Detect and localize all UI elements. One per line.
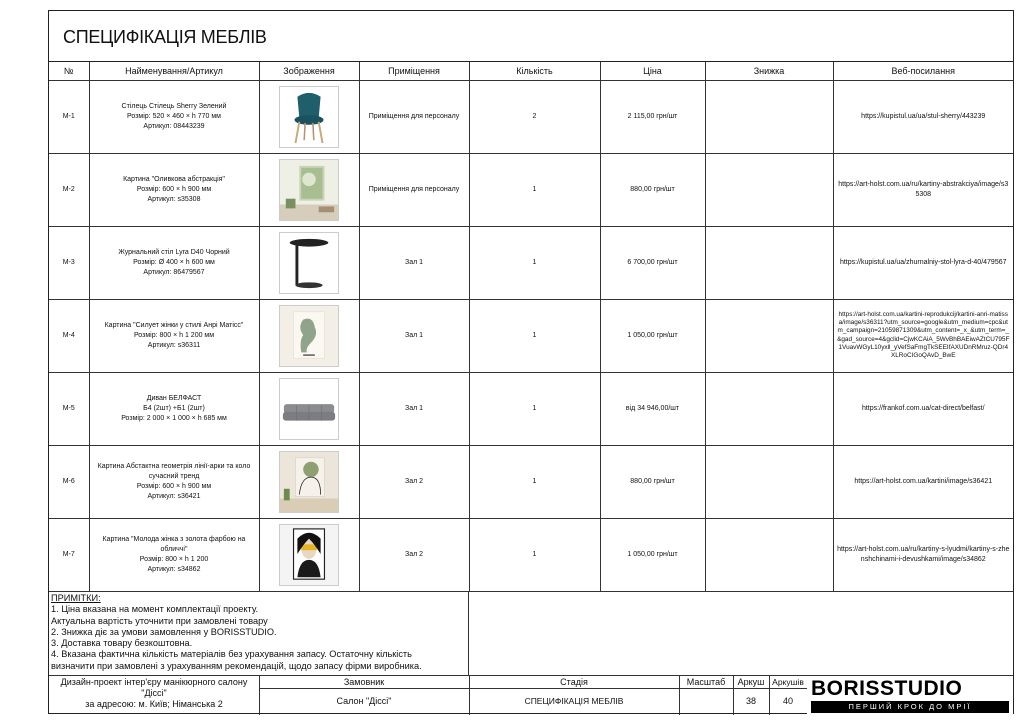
row-quantity: 1	[469, 372, 600, 445]
row-image-cell	[259, 518, 359, 591]
table-row	[49, 153, 1013, 226]
sheets-label: Аркушів	[772, 677, 804, 687]
col-room: Приміщення	[359, 62, 469, 80]
row-article: Артикул: 08443239	[143, 122, 205, 130]
sheets-value: 40	[782, 696, 793, 706]
row-name-cell	[89, 445, 259, 518]
row-discount	[705, 226, 833, 299]
coffee-table-image	[279, 232, 339, 294]
sofa-image	[279, 378, 339, 440]
notes-heading: ПРИМІТКИ:	[51, 593, 101, 603]
logo-name: BORISSTUDIO	[811, 677, 963, 700]
table-row	[49, 445, 1013, 518]
row-name: Картина "Оливкова абстракція"	[123, 175, 225, 183]
row-quantity: 1	[469, 299, 600, 372]
row-discount	[705, 518, 833, 591]
notes-block	[49, 591, 469, 675]
row-name-cell	[89, 372, 259, 445]
row-price: 880,00 грн/шт	[600, 445, 705, 518]
project-description	[49, 677, 259, 710]
woman-gold-painting-image	[279, 524, 339, 586]
row-article: Розмір: 2 000 × 1 000 × h 685 мм	[121, 414, 227, 422]
title-stamp	[49, 675, 1013, 714]
stage-label: Стадія	[560, 677, 588, 687]
row-quantity: 2	[469, 80, 600, 153]
col-name: Найменування/Артикул	[89, 62, 259, 80]
row-size: Розмір: 600 × h 900 мм	[136, 482, 212, 490]
row-discount	[705, 299, 833, 372]
customer-label: Замовник	[343, 677, 385, 687]
row-quantity: 1	[469, 226, 600, 299]
row-name: Стілець Стілець Sherry Зелений	[121, 102, 227, 110]
row-number: М-7	[49, 518, 89, 591]
row-number: М-5	[49, 372, 89, 445]
row-number: М-2	[49, 153, 89, 226]
row-size: Розмір: 800 × h 1 200	[139, 555, 209, 563]
row-link[interactable]: https://kupistul.ua/ua/stul-sherry/443239	[833, 80, 1013, 153]
geometric-painting-image	[279, 451, 339, 513]
note-line: 4. Вказана фактична кількість матеріалів без урахування запасу. Остаточну кількість	[51, 649, 412, 660]
row-article: Артикул: s36311	[147, 341, 201, 349]
col-price: Ціна	[600, 62, 705, 80]
row-image-cell	[259, 226, 359, 299]
row-price: 880,00 грн/шт	[600, 153, 705, 226]
col-image: Зображення	[259, 62, 359, 80]
row-quantity: 1	[469, 153, 600, 226]
page-title: СПЕЦИФІКАЦІЯ МЕБЛІВ	[63, 27, 267, 47]
col-number: №	[49, 62, 89, 80]
olive-abstract-painting-image	[279, 159, 339, 221]
row-price: 2 115,00 грн/шт	[600, 80, 705, 153]
specification-sheet	[48, 10, 1014, 714]
note-line: визначити при замовлені з урахуванням рекомендацій, щодо запасу фірми виробника.	[51, 660, 422, 671]
project-line-1: Дизайн-проект інтер'єру манікюрного салону	[60, 677, 248, 687]
row-link[interactable]: https://art-holst.com.ua/ru/kartiny-s-lyudmi/kartiny-s-zhenshchinami-i-devushkami/image/s34862	[833, 518, 1013, 591]
table-row	[49, 518, 1013, 591]
chair-image	[279, 86, 339, 148]
row-name-cell	[89, 518, 259, 591]
row-article: Артикул: 86479567	[143, 268, 205, 276]
stage-value: СПЕЦИФІКАЦІЯ МЕБЛІВ	[524, 696, 624, 706]
row-name: Диван БЕЛФАСТ	[146, 394, 202, 402]
row-room: Зал 2	[359, 518, 469, 591]
row-link[interactable]: https://art-holst.com.ua/kartini-reprodukcij/kartini-anri-matissa/image/s36311?utm_source=google&utm_medium=cpc&utm_campaign=21059871309&utm_content=_x_&utm_term=_&gad_source=4&gclid=CjwKCAiA_5WvBhBAEiwAZtCU795F1VuavWGyL10yxll_yVefSaFmgTkSEEIfAXUDnRMruz-QDr4XLRoCIGoQAvD_BwE	[833, 299, 1013, 372]
specification-table	[49, 62, 1013, 592]
row-quantity: 1	[469, 445, 600, 518]
row-image-cell	[259, 372, 359, 445]
row-size: Б4 (2шт) +Б1 (2шт)	[143, 404, 205, 412]
row-discount	[705, 372, 833, 445]
row-article: Артикул: s36421	[147, 492, 201, 500]
note-line: Актуальна вартість уточнити при замовлені товару	[51, 615, 268, 626]
row-quantity: 1	[469, 518, 600, 591]
row-room: Зал 1	[359, 226, 469, 299]
note-line: 3. Доставка товару безкоштовна.	[51, 638, 193, 649]
row-name: Картина "Молода жінка з золота фарбою на обличчі"	[102, 535, 246, 553]
scale-label: Масштаб	[686, 677, 726, 687]
sheet-label: Аркуш	[737, 677, 765, 687]
table-row	[49, 226, 1013, 299]
row-discount	[705, 80, 833, 153]
row-room: Приміщення для персоналу	[359, 153, 469, 226]
table-row	[49, 372, 1013, 445]
col-link: Веб-посилання	[833, 62, 1013, 80]
row-image-cell	[259, 80, 359, 153]
row-price: 6 700,00 грн/шт	[600, 226, 705, 299]
note-line: 1. Ціна вказана на момент комплектації проекту.	[51, 604, 259, 615]
row-name: Картина Абстактна геометрія лінії-арки та коло сучасний тренд	[97, 462, 251, 480]
row-size: Розмір: 800 × h 1 200 мм	[133, 331, 215, 339]
row-number: М-1	[49, 80, 89, 153]
row-name-cell	[89, 299, 259, 372]
row-room: Приміщення для персоналу	[359, 80, 469, 153]
note-line: 2. Знижка діє за умови замовлення у BORISSTUDIO.	[51, 626, 277, 637]
sheet-value: 38	[745, 696, 756, 706]
customer-value: Салон "Діссі"	[336, 696, 392, 706]
row-article: Артикул: s34862	[147, 565, 201, 573]
table-row	[49, 80, 1013, 153]
matisse-painting-image	[279, 305, 339, 367]
borisstudio-logo	[807, 676, 1013, 715]
row-image-cell	[259, 445, 359, 518]
row-number: М-4	[49, 299, 89, 372]
row-name-cell	[89, 226, 259, 299]
row-link[interactable]: https://kupistul.ua/ua/zhurnalniy-stol-lyra-d-40/479567	[833, 226, 1013, 299]
col-discount: Знижка	[705, 62, 833, 80]
row-size: Розмір: Ø 400 × h 600 мм	[133, 258, 215, 266]
row-discount	[705, 445, 833, 518]
table-header-row	[49, 62, 1013, 80]
project-line-3: за адресою: м. Київ; Німанська 2	[85, 699, 223, 709]
project-line-2: "Діссі"	[141, 688, 167, 698]
row-link[interactable]: https://frankof.com.ua/cat-direct/belfast/	[833, 372, 1013, 445]
row-price: 1 050,00 грн/шт	[600, 299, 705, 372]
row-discount	[705, 153, 833, 226]
row-name-cell	[89, 153, 259, 226]
col-quantity: Кількість	[469, 62, 600, 80]
row-price: 1 050,00 грн/шт	[600, 518, 705, 591]
title-block	[49, 11, 1013, 62]
row-link[interactable]: https://art-holst.com.ua/ru/kartiny-abstrakciya/image/s35308	[833, 153, 1013, 226]
row-room: Зал 1	[359, 299, 469, 372]
row-number: М-3	[49, 226, 89, 299]
row-size: Розмір: 520 × 460 × h 770 мм	[127, 112, 221, 120]
row-image-cell	[259, 153, 359, 226]
logo-tagline: ПЕРШИЙ КРОК ДО МРІЇ	[811, 701, 1009, 713]
row-room: Зал 1	[359, 372, 469, 445]
row-number: М-6	[49, 445, 89, 518]
row-link[interactable]: https://art-holst.com.ua/kartini/image/s36421	[833, 445, 1013, 518]
row-name: Картина "Силует жінки у стилі Анрі Матісс"	[104, 321, 244, 329]
row-image-cell	[259, 299, 359, 372]
row-price: від 34 946,00/шт	[600, 372, 705, 445]
row-room: Зал 2	[359, 445, 469, 518]
row-name-cell	[89, 80, 259, 153]
row-article: Артикул: s35308	[147, 195, 201, 203]
row-name: Журнальний стіл Lyra D40 Чорний	[118, 248, 230, 256]
table-row	[49, 299, 1013, 372]
row-size: Розмір: 600 × h 900 мм	[136, 185, 212, 193]
